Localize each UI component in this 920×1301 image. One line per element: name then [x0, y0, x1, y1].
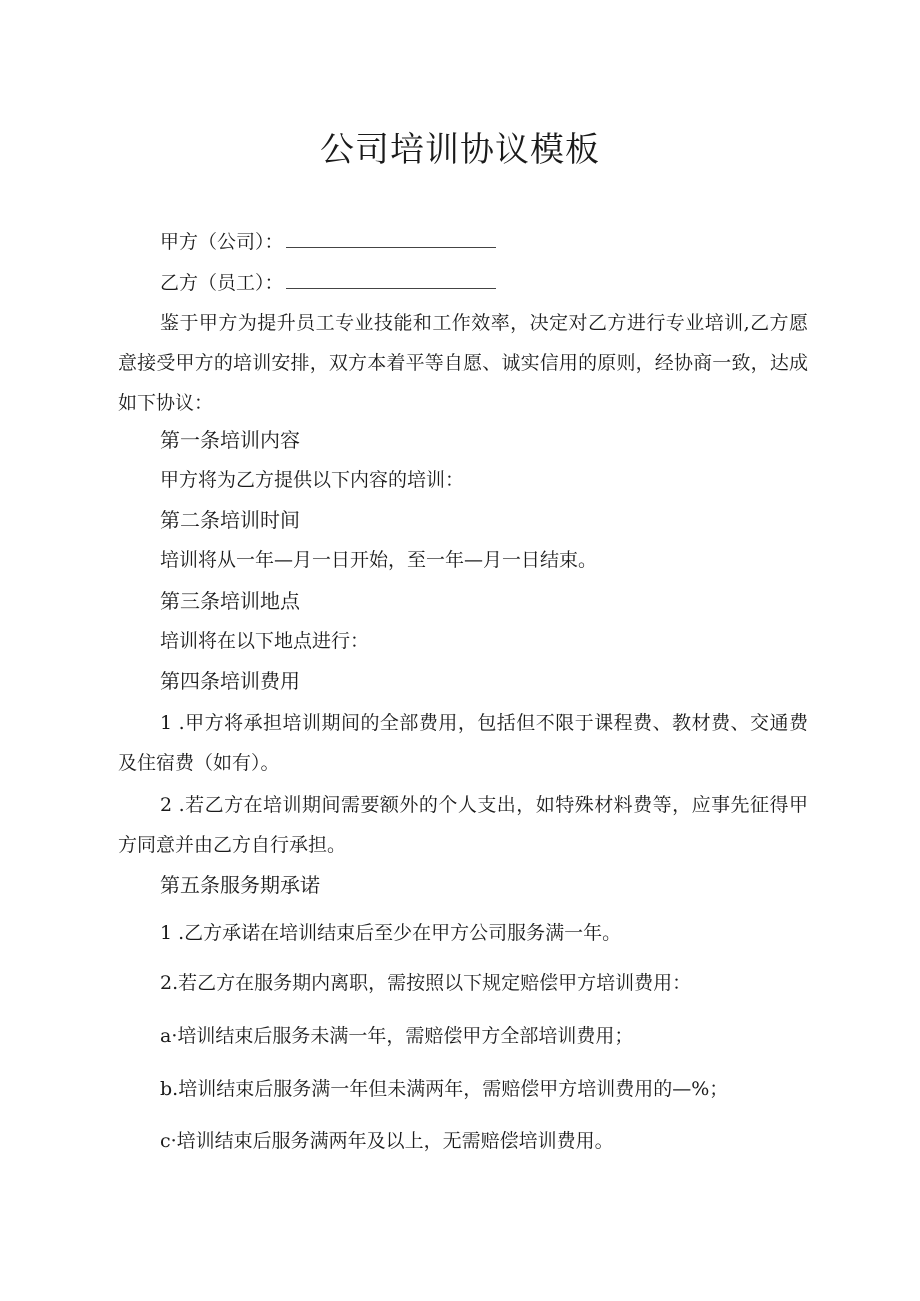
party-b-label: 乙方（员工）： — [160, 272, 284, 294]
party-b-blank — [286, 272, 496, 289]
article-5-heading: 第五条服务期承诺 — [160, 873, 320, 897]
party-b-line — [160, 271, 496, 295]
article-2-heading: 第二条培训时间 — [160, 508, 300, 532]
article-4-item-2: 2 .若乙方在培训期间需要额外的个人支出，如特殊材料费等，应事先征得甲方同意并由乙方自行承担。 — [118, 794, 808, 856]
party-a-blank — [286, 231, 496, 248]
article-1-heading: 第一条培训内容 — [160, 428, 300, 452]
article-3-text: 培训将在以下地点进行： — [160, 630, 370, 652]
document-title: 公司培训协议模板 — [320, 130, 600, 170]
article-5-item-b: b.培训结束后服务满一年但未满两年，需赔偿甲方培训费用的—%； — [160, 1078, 729, 1100]
article-5-item-c: c·培训结束后服务满两年及以上，无需赔偿培训费用。 — [160, 1130, 614, 1152]
article-5-item-1: 1 .乙方承诺在培训结束后至少在甲方公司服务满一年。 — [160, 922, 622, 944]
party-a-line — [160, 230, 496, 254]
article-1-text: 甲方将为乙方提供以下内容的培训： — [160, 469, 465, 491]
intro-paragraph: 鉴于甲方为提升员工专业技能和工作效率，决定对乙方进行专业培训,乙方愿意接受甲方的培训安排，双方本着平等自愿、诚实信用的原则，经协商一致，达成如下协议： — [118, 312, 808, 414]
article-2-text: 培训将从一年—月一日开始，至一年—月一日结束。 — [160, 549, 598, 571]
article-4-item-1: 1 .甲方将承担培训期间的全部费用，包括但不限于课程费、教材费、交通费及住宿费（如有）。 — [118, 712, 808, 774]
party-a-label: 甲方（公司）： — [160, 231, 284, 253]
article-3-heading: 第三条培训地点 — [160, 589, 300, 613]
article-4-heading: 第四条培训费用 — [160, 669, 300, 693]
article-5-item-2: 2.若乙方在服务期内离职，需按照以下规定赔偿甲方培训费用： — [160, 972, 692, 994]
article-5-item-a: a·培训结束后服务未满一年，需赔偿甲方全部培训费用； — [160, 1025, 634, 1047]
